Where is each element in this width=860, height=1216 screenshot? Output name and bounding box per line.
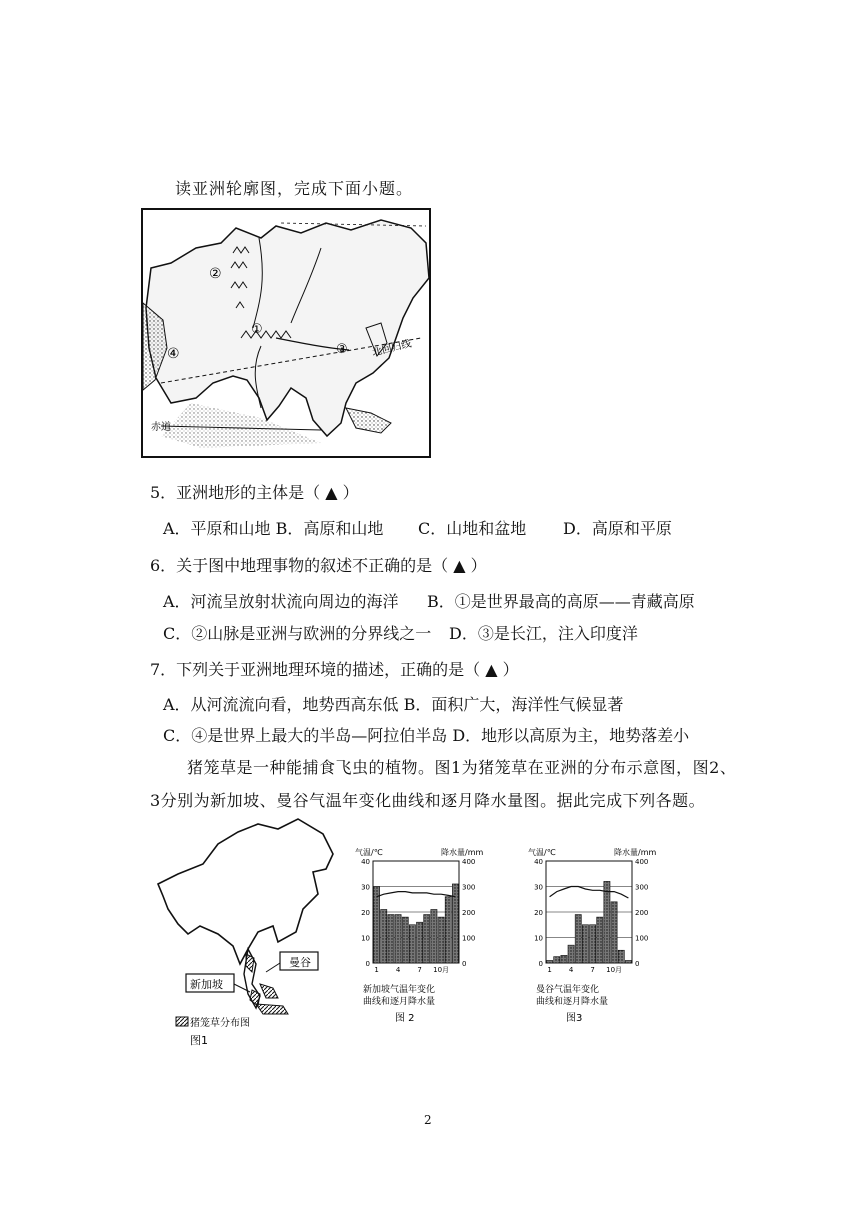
question-6: 6．关于图中地理事物的叙述不正确的是（ ▲ ） — [150, 556, 487, 575]
intro-text: 读亚洲轮廓图，完成下面小题。 — [175, 179, 414, 198]
fig2-precip-bar — [381, 909, 387, 963]
fig3-precip-bar — [590, 925, 596, 963]
fig3-precip-bar — [618, 950, 624, 963]
legend-swatch — [176, 1017, 188, 1026]
fig2-right-tick: 100 — [462, 934, 476, 943]
fig3-precip-bar — [561, 955, 567, 963]
fig2-x-tick: 10月 — [433, 966, 450, 974]
fig2-precip-bar — [402, 917, 408, 963]
fig3-right-tick: 300 — [635, 883, 649, 892]
bangkok-pointer — [266, 963, 280, 972]
legend-label: 猪笼草分布图 — [190, 1018, 250, 1029]
fig2-precip-bar — [374, 887, 380, 964]
singapore-label: 新加坡 — [190, 978, 223, 991]
fig2-right-tick: 0 — [462, 960, 467, 968]
asia-outline-map — [141, 208, 431, 458]
fig2-caption-line-2: 曲线和逐月降水量 — [363, 997, 436, 1007]
fig3-precip-bar — [625, 960, 631, 963]
fig2-plot — [361, 858, 475, 974]
figure-1-distribution-map — [148, 814, 338, 1054]
fig2-caption: 图 2 — [395, 1013, 415, 1024]
fig3-x-tick: 1 — [547, 966, 552, 974]
fig3-precip-bar — [611, 902, 617, 963]
fig2-precip-bar — [417, 922, 423, 963]
page-number: 2 — [424, 1113, 432, 1127]
fig3-right-tick: 0 — [635, 960, 640, 968]
fig2-precip-bar — [388, 915, 394, 963]
fig3-plot — [534, 858, 648, 974]
q5-option-d: D．高原和平原 — [563, 519, 672, 538]
figure-1-caption: 图1 — [190, 1034, 208, 1047]
asia-outline — [158, 819, 333, 964]
question-5: 5．亚洲地形的主体是（ ▲ ） — [150, 483, 359, 502]
fig2-right-axis-title: 降水量/mm — [441, 848, 484, 857]
fig3-caption-line-2: 曲线和逐月降水量 — [536, 997, 609, 1007]
q5-option-c: C．山地和盆地 — [418, 519, 527, 538]
fig3-left-axis-title: 气温/℃ — [528, 848, 556, 857]
fig3-precip-bar — [582, 925, 588, 963]
fig3-precip-bar — [597, 917, 603, 963]
fig3-right-tick: 400 — [635, 858, 649, 866]
q6-option-a: A．河流呈放射状流向周边的海洋 — [163, 592, 399, 611]
distribution-area-4 — [256, 1004, 288, 1014]
fig2-x-tick: 4 — [395, 966, 401, 974]
fig2-left-tick: 0 — [365, 960, 370, 968]
fig3-precip-bar — [575, 915, 581, 963]
fig2-left-tick: 10 — [361, 934, 370, 943]
fig3-x-tick: 7 — [590, 966, 595, 974]
fig2-right-tick: 200 — [462, 909, 476, 917]
fig3-right-tick: 200 — [635, 909, 649, 917]
label-1: ① — [251, 322, 263, 337]
label-2: ② — [209, 266, 222, 282]
fig3-left-tick: 10 — [534, 934, 543, 943]
fig2-caption-line-1: 新加坡气温年变化 — [363, 985, 436, 995]
fig3-right-tick: 100 — [635, 934, 649, 943]
fig3-x-tick: 4 — [568, 966, 574, 974]
q6-option-c: C．②山脉是亚洲与欧洲的分界线之一 — [163, 624, 432, 643]
label-3: ③ — [336, 342, 348, 357]
distribution-area-2 — [250, 990, 260, 1006]
question-7: 7．下列关于亚洲地理环境的描述，正确的是（ ▲ ） — [150, 660, 519, 679]
fig3-precip-bar — [554, 957, 560, 963]
fig3-precip-bar — [604, 881, 610, 963]
fig2-precip-bar — [431, 909, 437, 963]
fig3-left-tick: 20 — [534, 909, 543, 917]
fig3-left-tick: 30 — [534, 883, 543, 892]
fig2-precip-bar — [438, 917, 444, 963]
q5-option-ab: A．平原和山地 B．高原和山地 — [163, 519, 384, 538]
q6-option-d: D．③是长江，注入印度洋 — [449, 624, 638, 643]
fig2-precip-bar — [395, 915, 401, 963]
fig2-left-tick: 20 — [361, 909, 370, 917]
label-equator: 赤道 — [151, 422, 171, 433]
fig2-right-tick: 300 — [462, 883, 476, 892]
fig2-precip-bar — [409, 925, 415, 963]
fig2-right-tick: 400 — [462, 858, 476, 866]
fig2-precip-bar — [445, 897, 451, 963]
fig3-left-tick: 0 — [538, 960, 543, 968]
fig3-caption-line-1: 曼谷气温年变化 — [536, 985, 600, 995]
fig2-x-tick: 1 — [374, 966, 379, 974]
bangkok-label: 曼谷 — [289, 956, 311, 969]
fig3-x-tick: 10月 — [606, 966, 623, 974]
fig2-left-axis-title: 气温/℃ — [355, 848, 383, 857]
label-tropic: 北回归线 — [371, 338, 413, 359]
fig3-right-axis-title: 降水量/mm — [614, 848, 657, 857]
fig3-left-tick: 40 — [534, 858, 543, 866]
fig2-x-tick: 7 — [417, 966, 422, 974]
distribution-area-3 — [260, 984, 278, 998]
fig3-precip-bar — [547, 960, 553, 963]
figure-3-bangkok-climate-chart — [528, 845, 668, 1035]
fig2-left-tick: 30 — [361, 883, 370, 892]
passage-line-1: 猪笼草是一种能捕食飞虫的植物。图1为猪笼草在亚洲的分布示意图，图2、 — [187, 758, 737, 777]
passage-line-2: 3分别为新加坡、曼谷气温年变化曲线和逐月降水量图。据此完成下列各题。 — [150, 791, 706, 810]
q7-option-ab: A．从河流流向看，地势西高东低 B．面积广大，海洋性气候显著 — [163, 695, 624, 714]
q7-option-cd: C．④是世界上最大的半岛—阿拉伯半岛 D．地形以高原为主，地势落差小 — [163, 726, 690, 745]
figure-2-singapore-climate-chart — [355, 845, 495, 1035]
fig2-left-tick: 40 — [361, 858, 370, 866]
fig3-precip-bar — [568, 945, 574, 963]
fig3-caption: 图3 — [566, 1013, 583, 1024]
q6-option-b: B．①是世界最高的高原——青藏高原 — [427, 592, 695, 611]
fig2-precip-bar — [424, 915, 430, 963]
label-4: ④ — [167, 346, 180, 362]
